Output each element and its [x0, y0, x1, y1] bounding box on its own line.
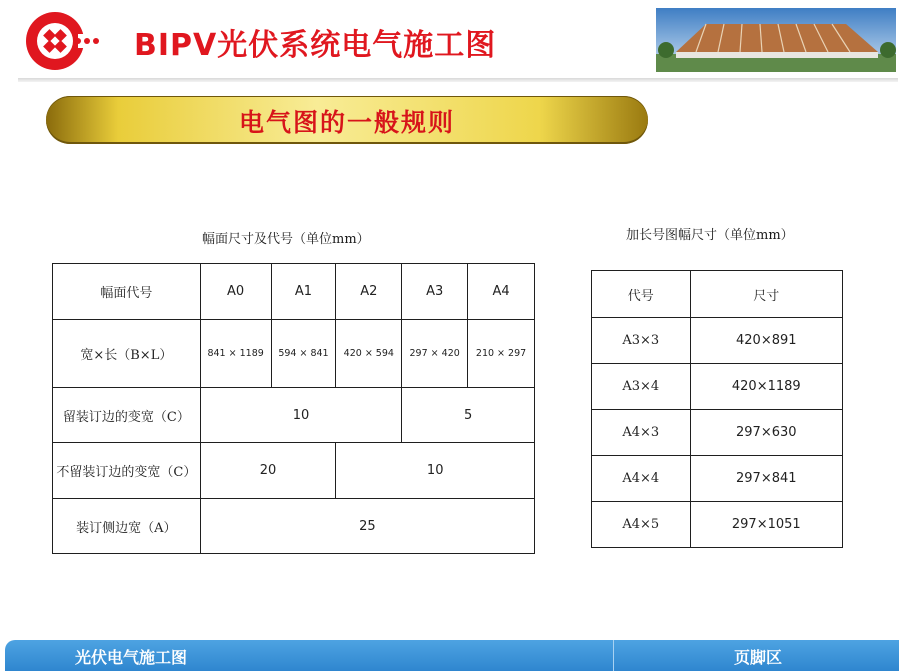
row-label: 留装订边的变宽（C）	[53, 388, 201, 443]
table-cell: 841 × 1189	[200, 320, 271, 388]
table-header-row	[592, 271, 843, 318]
extended-table-caption: 加长号图幅尺寸（单位mm）	[626, 228, 794, 243]
footer-area-label: 页脚区	[734, 648, 783, 667]
table-cell: A3×4	[592, 364, 691, 410]
row-label: 不留装订边的变宽（C）	[53, 443, 201, 499]
table-cell: A0	[200, 264, 271, 320]
paper-size-table	[52, 263, 535, 554]
footer-bar	[5, 640, 899, 671]
app-title: BIPV光伏系统电气施工图	[134, 28, 497, 63]
section-title: 电气图的一般规则	[238, 108, 455, 137]
header-divider	[18, 78, 898, 82]
table-cell: 420×1189	[690, 364, 842, 410]
building-photo	[656, 8, 896, 72]
column-header: 代号	[592, 271, 691, 318]
extended-size-table	[591, 270, 843, 548]
table-cell: A1	[271, 264, 336, 320]
table-row	[53, 264, 535, 320]
table-cell: 210 × 297	[468, 320, 535, 388]
table-cell: 5	[402, 388, 535, 443]
table-cell: 10	[200, 388, 402, 443]
section-banner	[46, 96, 648, 144]
table-cell: A4×5	[592, 502, 691, 548]
table-row	[592, 502, 843, 548]
table-cell: 297×841	[690, 456, 842, 502]
row-label: 装订侧边宽（A）	[53, 499, 201, 554]
table-cell: 594 × 841	[271, 320, 336, 388]
main-table-caption: 幅面尺寸及代号（单位mm）	[202, 232, 370, 247]
row-label: 宽×长（B×L）	[53, 320, 201, 388]
table-row	[53, 320, 535, 388]
table-cell: 10	[336, 443, 535, 499]
table-cell: 297×630	[690, 410, 842, 456]
column-header: 尺寸	[690, 271, 842, 318]
table-cell: 420 × 594	[336, 320, 402, 388]
table-cell: A3	[402, 264, 468, 320]
table-cell: 297×1051	[690, 502, 842, 548]
table-cell: A2	[336, 264, 402, 320]
table-row	[592, 364, 843, 410]
table-row	[53, 443, 535, 499]
table-cell: 297 × 420	[402, 320, 468, 388]
table-row	[592, 410, 843, 456]
table-row	[592, 318, 843, 364]
footer-title: 光伏电气施工图	[75, 648, 188, 667]
table-cell: 420×891	[690, 318, 842, 364]
footer-divider	[613, 640, 614, 671]
row-label: 幅面代号	[53, 264, 201, 320]
table-cell: 20	[200, 443, 336, 499]
table-row	[53, 499, 535, 554]
table-row	[53, 388, 535, 443]
table-cell: A4	[468, 264, 535, 320]
table-cell: A3×3	[592, 318, 691, 364]
table-cell: 25	[200, 499, 534, 554]
company-logo	[22, 8, 104, 74]
table-cell: A4×3	[592, 410, 691, 456]
table-cell: A4×4	[592, 456, 691, 502]
table-row	[592, 456, 843, 502]
